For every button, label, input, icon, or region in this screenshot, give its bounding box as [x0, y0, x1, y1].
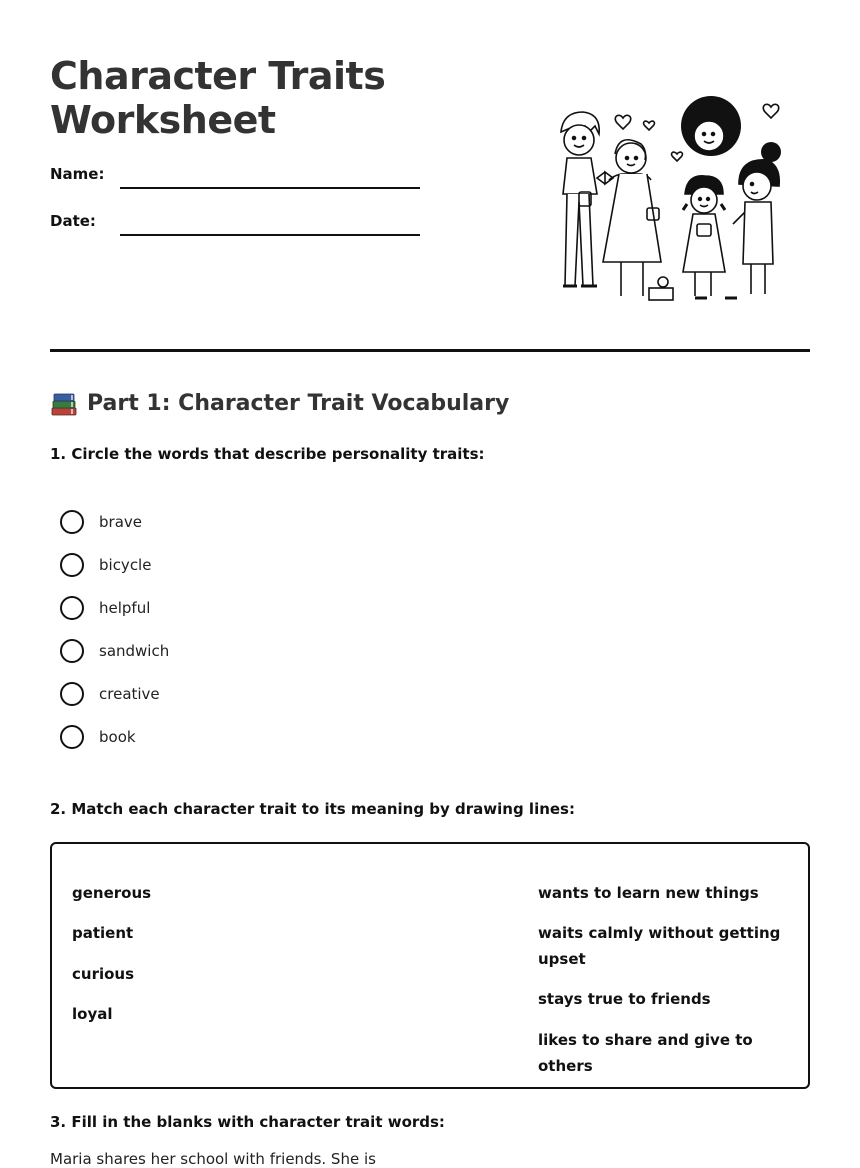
option-bicycle[interactable]: [60, 552, 151, 578]
option-circle[interactable]: [60, 553, 84, 577]
option-label: book: [99, 728, 136, 746]
option-circle[interactable]: [60, 639, 84, 663]
option-circle[interactable]: [60, 510, 84, 534]
books-icon: [50, 391, 78, 417]
option-label: bicycle: [99, 556, 152, 574]
worksheet-title: [50, 54, 385, 142]
title-line-2: Worksheet: [50, 98, 276, 142]
option-circle[interactable]: [60, 725, 84, 749]
trait-patient[interactable]: patient: [72, 924, 134, 942]
meaning-share[interactable]: likes to share and give to others: [538, 1031, 753, 1075]
question-1-prompt: 1. Circle the words that describe personality traits:: [50, 445, 485, 463]
meaning-learn[interactable]: wants to learn new things: [538, 884, 759, 902]
children-illustration: [545, 92, 785, 307]
matching-box: [50, 842, 810, 1089]
name-label: Name:: [50, 165, 105, 183]
option-brave[interactable]: [60, 509, 142, 535]
option-label: sandwich: [99, 642, 170, 660]
option-helpful[interactable]: [60, 595, 150, 621]
question-2-prompt: 2. Match each character trait to its meaning by drawing lines:: [50, 800, 575, 818]
trait-curious[interactable]: curious: [72, 965, 135, 983]
option-circle[interactable]: [60, 596, 84, 620]
option-circle[interactable]: [60, 682, 84, 706]
question-3-prompt: 3. Fill in the blanks with character trait words:: [50, 1113, 445, 1131]
option-sandwich[interactable]: [60, 638, 169, 664]
trait-generous[interactable]: generous: [72, 884, 152, 902]
option-book[interactable]: [60, 724, 136, 750]
date-line[interactable]: [120, 234, 420, 236]
part1-heading: [50, 389, 509, 419]
name-line[interactable]: [120, 187, 420, 189]
title-line-1: Character Traits: [50, 54, 386, 98]
option-label: helpful: [99, 599, 151, 617]
option-creative[interactable]: [60, 681, 160, 707]
date-label: Date:: [50, 212, 96, 230]
header-divider: [50, 349, 810, 352]
option-label: creative: [99, 685, 160, 703]
option-label: brave: [99, 513, 142, 531]
part1-heading-text: Part 1: Character Trait Vocabulary: [87, 391, 510, 416]
fill-in-sentence: Maria shares her school with friends. She is: [50, 1150, 376, 1168]
meaning-wait[interactable]: waits calmly without getting upset: [538, 924, 781, 968]
trait-loyal[interactable]: loyal: [72, 1005, 113, 1023]
meaning-friends[interactable]: stays true to friends: [538, 990, 711, 1008]
